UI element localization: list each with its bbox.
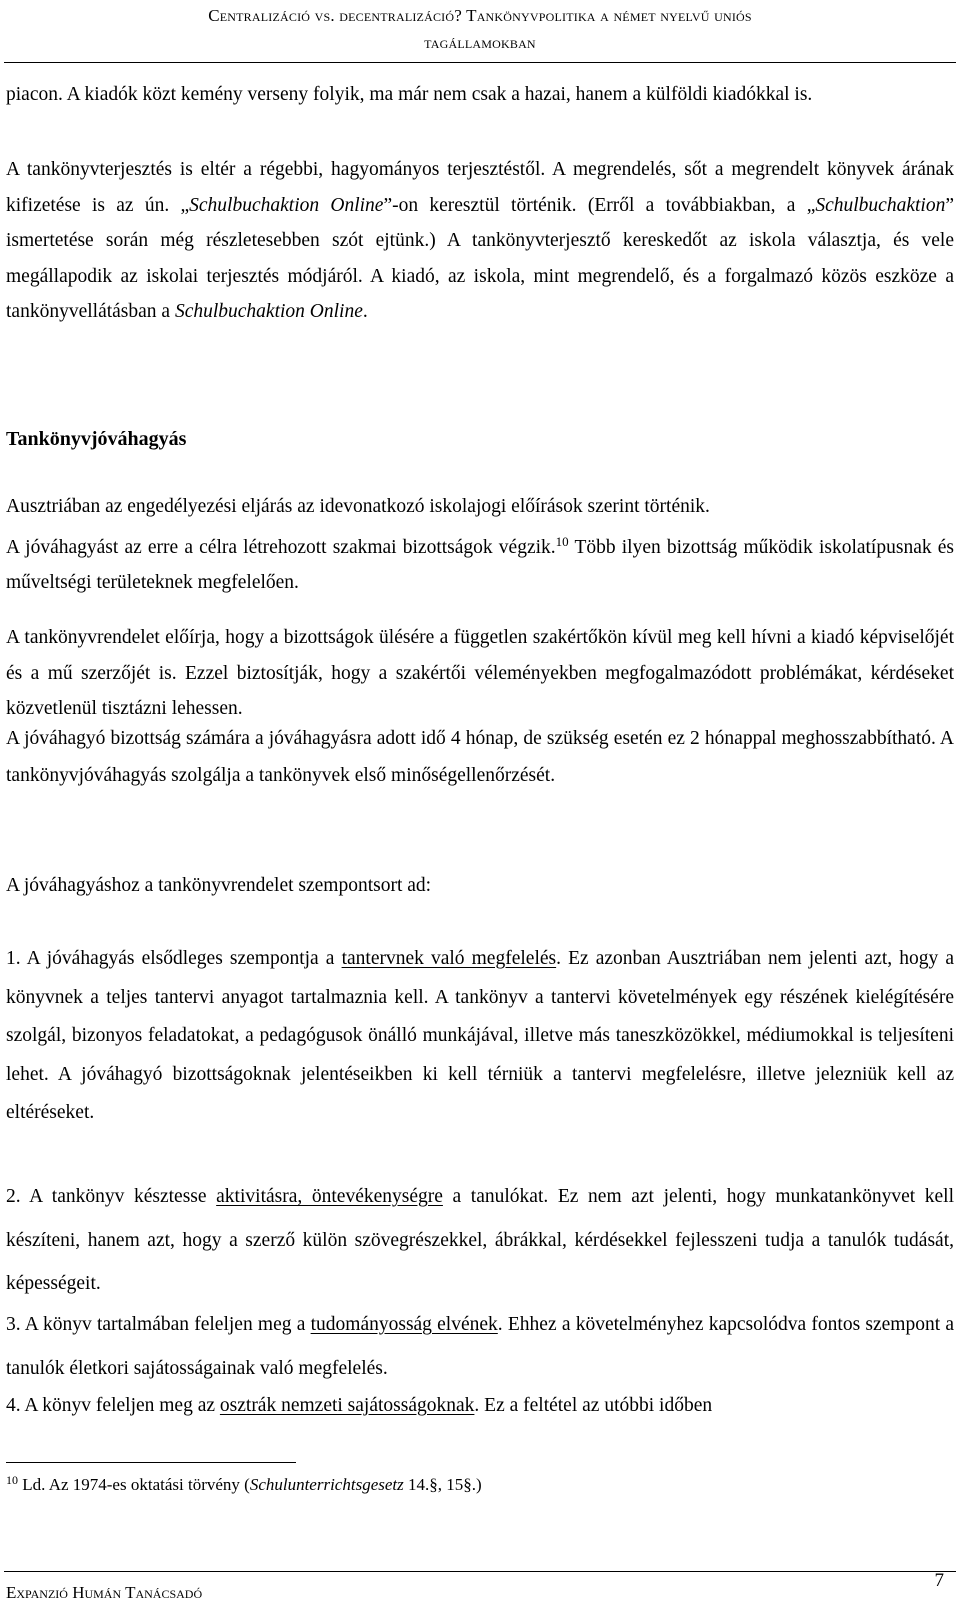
- text-span: Ld. Az 1974-es oktatási törvény (: [18, 1475, 250, 1494]
- underlined-term: tantervnek való megfelelés: [341, 948, 557, 969]
- text-span: 2. A tankönyv késztesse: [6, 1186, 217, 1207]
- italic-term: Schulbuchaktion: [815, 194, 946, 216]
- footnote-number: 10: [6, 1473, 18, 1487]
- page-number: 7: [934, 1570, 944, 1591]
- italic-term: Schulunterrichtsgesetz: [249, 1475, 404, 1494]
- text-span: A tankönyvterjesztés is eltér a régebbi, hagyományos terjesztéstől. A megrendelés, sőt a megrendelt könyvek árának kifizetése is az ún. „: [6, 159, 954, 216]
- paragraph-distribution: [6, 152, 954, 330]
- text-span: ” ismertetése során még részletesebben szót ejtünk.) A tankönyvterjesztő kereskedőt az iskola választja, és vele megállapodik az iskolai terjesztés módjáról. A kiadó, az iskola, mint megrendelő, és a forgalmazó közös eszköze a tankönyvellátásban a: [6, 194, 954, 322]
- italic-term: Schulbuchaktion Online: [189, 194, 384, 216]
- criteria-item-3: [6, 1303, 954, 1390]
- paragraph-licensing: Ausztriában az engedélyezési eljárás az idevonatkozó iskolajogi előírások szerint történik.: [6, 496, 710, 517]
- footer-publisher: Expanzió Humán Tanácsadó: [6, 1583, 203, 1602]
- footnote: [6, 1470, 906, 1500]
- section-heading: Tankönyvjóváhagyás: [6, 428, 187, 450]
- paragraph-textbook-decree: A tankönyvrendelet előírja, hogy a bizottságok ülésére a független szakértőkön kívül meg kell hívni a kiadó képviselőjét és a mű szerzőjét is. Ezzel biztosítják, hogy a szakértői véleményekben megfogalmazódott problémákat, kérdéseket közvetlenül tisztázni lehessen.: [6, 627, 954, 719]
- running-header: [20, 2, 940, 56]
- text-span: 3. A könyv tartalmában feleljen meg a: [6, 1314, 311, 1335]
- paragraph-approval-time: A jóváhagyó bizottság számára a jóváhagyásra adott idő 4 hónap, de szükség esetén ez 2 hónappal meghosszabbítható. A tankönyvjóváhagyás szolgálja a tankönyvek első minőségellenőrzését.: [6, 728, 954, 786]
- footnote-reference[interactable]: 10: [555, 534, 569, 549]
- text-span: 1. A jóváhagyás elsődleges szempontja a: [6, 948, 342, 969]
- text-span: 14.§, 15§.): [403, 1475, 482, 1494]
- criteria-intro: A jóváhagyáshoz a tankönyvrendelet szempontsort ad:: [6, 875, 432, 896]
- running-header-line-2: tagállamokban: [424, 33, 536, 52]
- header-rule: [4, 62, 956, 63]
- italic-term: Schulbuchaktion Online: [174, 301, 363, 322]
- text-span: . Ez azonban Ausztriában nem jelenti azt, hogy a könyvnek a teljes tantervi anyagot tartalmaznia kell. A tankönyv a tantervi követelmények egy részének kielégítésére szolgál, bizonyos feladatokat, a pedagógusok önálló munkájával, illetve más taneszközökkel, médiumokkal is teljesíteni lehet. A jóváhagyó bizottságoknak jelentéseikben ki kell térniük a tantervi megfelelésre, illetve jelezniük kell az eltéréseket.: [6, 948, 955, 1124]
- footnote-rule: [6, 1462, 296, 1463]
- text-span: Több ilyen bizottság működik iskolatípusnak és műveltségi területeknek megfelelően.: [6, 537, 954, 593]
- text-span: 4. A könyv feleljen meg az: [6, 1395, 220, 1416]
- underlined-term: tudományosság elvének: [310, 1314, 498, 1335]
- criteria-item-1: [6, 940, 954, 1133]
- underlined-term: aktivitásra, öntevékenységre: [216, 1186, 443, 1207]
- paragraph-committees: [6, 530, 954, 600]
- text-span: A jóváhagyást az erre a célra létrehozott szakmai bizottságok végzik.: [6, 537, 556, 558]
- text-span: a tanulókat. Ez nem azt jelenti, hogy munkatankönyvet kell készíteni, hanem azt, hogy a szerző külön szövegrészekkel, ábrákkal, kérdésekkel fejlesszeni tudja a tanulók tudását, képességeit.: [6, 1186, 954, 1294]
- text-span: . Ehhez a követelményhez kapcsolódva fontos szempont a tanulók életkori sajátosságainak való megfelelés.: [6, 1314, 955, 1379]
- paragraph-market: piacon. A kiadók közt kemény verseny folyik, ma már nem csak a hazai, hanem a külföldi kiadókkal is.: [6, 84, 813, 105]
- running-header-line-1: Centralizáció vs. decentralizáció? Tankönyvpolitika a német nyelvű uniós: [208, 6, 752, 25]
- footer-rule: [4, 1571, 956, 1572]
- criteria-item-4: [6, 1387, 954, 1425]
- text-span: . Ez a feltétel az utóbbi időben: [474, 1395, 713, 1416]
- criteria-item-2: [6, 1175, 954, 1306]
- underlined-term: osztrák nemzeti sajátosságoknak: [219, 1395, 475, 1416]
- text-span: .: [362, 301, 368, 322]
- text-span: ”-on keresztül történik. (Erről a továbbiakban, a „: [383, 194, 816, 216]
